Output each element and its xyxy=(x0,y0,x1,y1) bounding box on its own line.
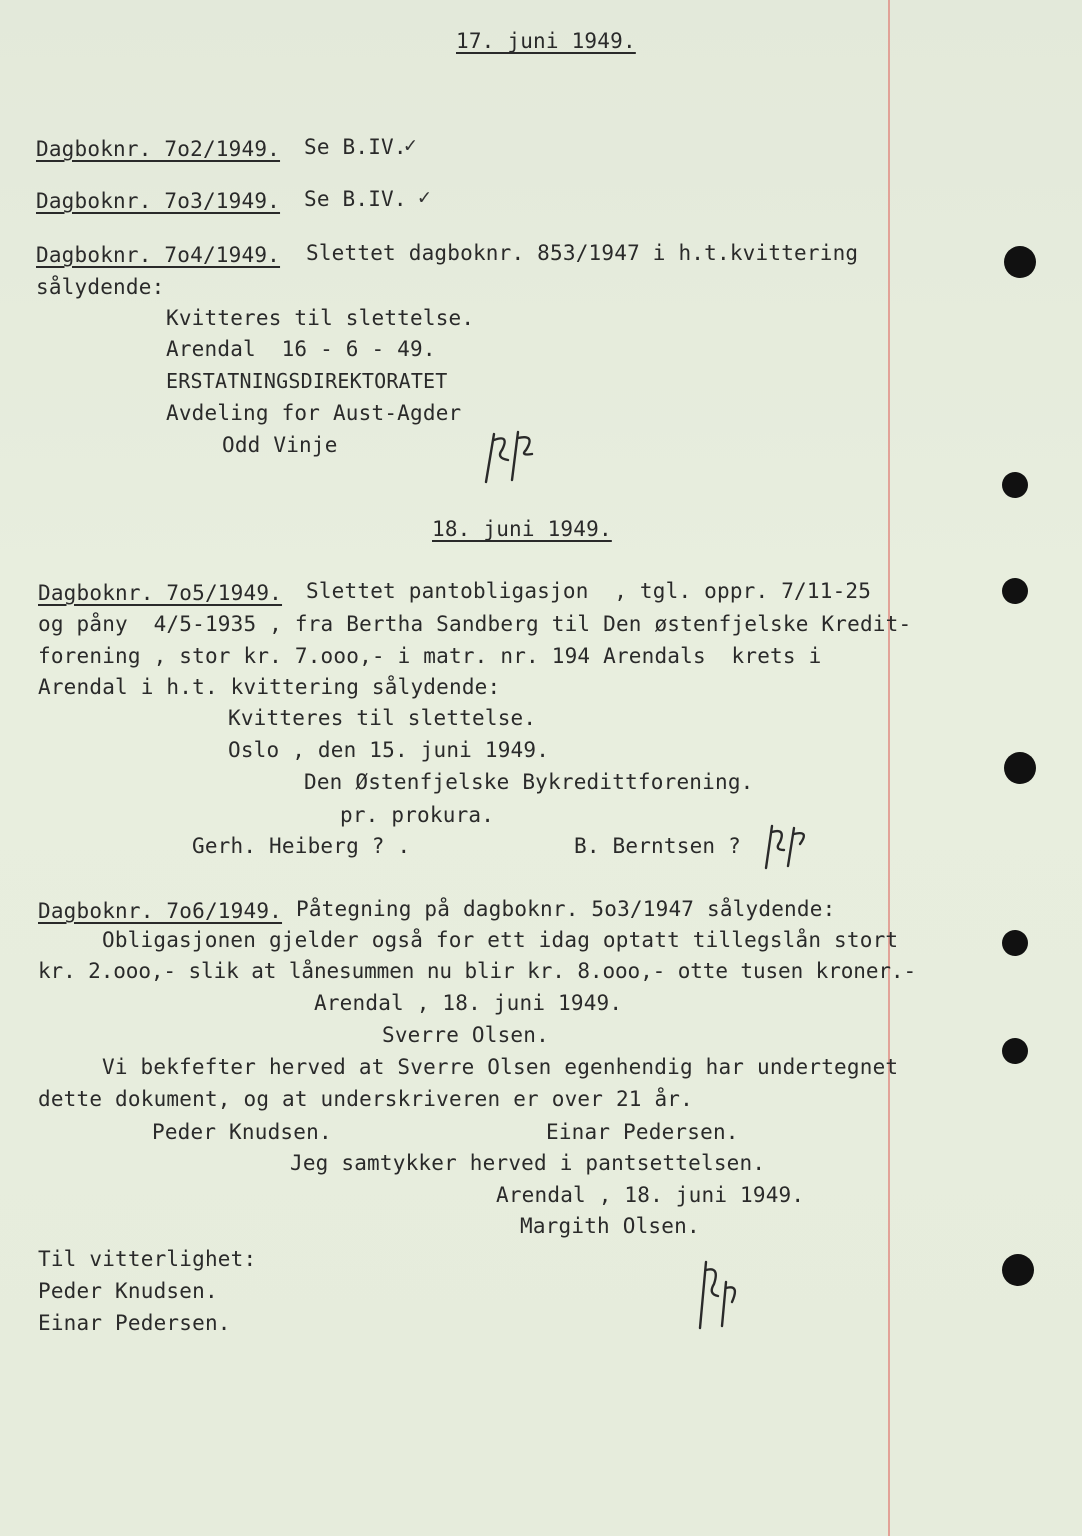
margin-line xyxy=(888,0,890,1536)
receipt-line: Den Østenfjelske Bykredittforening. xyxy=(304,770,754,794)
receipt-line: Avdeling for Aust-Agder xyxy=(166,401,462,425)
entry-ref: Dagboknr. 7o2/1949. xyxy=(36,137,281,161)
entry-text: Slettet dagboknr. 853/1947 i h.t.kvittering xyxy=(306,241,859,265)
signatory-left: Gerh. Heiberg ? . xyxy=(192,834,411,858)
punch-hole xyxy=(1002,1038,1028,1064)
footer-line: Einar Pedersen. xyxy=(38,1311,231,1335)
footer-line: Til vitterlighet: xyxy=(38,1247,257,1271)
initials-signature xyxy=(476,420,546,490)
section-date: 18. juni 1949. xyxy=(432,517,612,541)
receipt-line: Kvitteres til slettelse. xyxy=(228,706,537,730)
punch-hole xyxy=(1004,752,1036,784)
entry-text: dette dokument, og at underskriveren er over 21 år. xyxy=(38,1087,693,1111)
initials-signature xyxy=(686,1252,746,1332)
receipt-line: Odd Vinje xyxy=(222,433,338,457)
entry-ref: Dagboknr. 7o3/1949. xyxy=(36,189,281,213)
check-mark: ✓ xyxy=(418,185,431,209)
entry-text: Se B.IV. xyxy=(304,135,407,159)
witness-left: Peder Knudsen. xyxy=(152,1120,332,1144)
entry-text: Vi bekfefter herved at Sverre Olsen egenhendig har undertegnet xyxy=(102,1055,899,1079)
entry-ref: Dagboknr. 7o6/1949. xyxy=(38,899,283,923)
receipt-line: Oslo , den 15. juni 1949. xyxy=(228,738,550,762)
footer-line: Peder Knudsen. xyxy=(38,1279,218,1303)
entry-text: Se B.IV. xyxy=(304,187,407,211)
entry-text: Obligasjonen gjelder også for ett idag optatt tillegslån stort xyxy=(102,928,899,952)
consent-name: Margith Olsen. xyxy=(520,1214,700,1238)
punch-hole xyxy=(1002,472,1028,498)
entry-text: og påny 4/5-1935 , fra Bertha Sandberg til Den østenfjelske Kredit- xyxy=(38,612,912,636)
entry-text: sålydende: xyxy=(36,275,165,299)
initials-signature xyxy=(756,818,816,874)
entry-text: Sverre Olsen. xyxy=(382,1023,549,1047)
entry-text: Arendal i h.t. kvittering sålydende: xyxy=(38,675,501,699)
entry-text: kr. 2.ooo,- slik at lånesummen nu blir kr. 8.ooo,- otte tusen kroner.- xyxy=(38,959,917,983)
entry-text: Arendal , 18. juni 1949. xyxy=(314,991,623,1015)
receipt-line: Kvitteres til slettelse. xyxy=(166,306,475,330)
receipt-line: Arendal 16 - 6 - 49. xyxy=(166,337,436,361)
witness-right: Einar Pedersen. xyxy=(546,1120,739,1144)
consent-line: Jeg samtykker herved i pantsettelsen. xyxy=(290,1151,766,1175)
punch-hole xyxy=(1004,246,1036,278)
entry-text: forening , stor kr. 7.ooo,- i matr. nr. 194 Arendals krets i xyxy=(38,644,822,668)
receipt-line: ERSTATNINGSDIREKTORATET xyxy=(166,369,448,393)
entry-ref: Dagboknr. 7o4/1949. xyxy=(36,243,281,267)
punch-hole xyxy=(1002,1254,1034,1286)
entry-ref: Dagboknr. 7o5/1949. xyxy=(38,581,283,605)
entry-text: Slettet pantobligasjon , tgl. oppr. 7/11-25 xyxy=(306,579,872,603)
entry-text: Påtegning på dagboknr. 5o3/1947 sålydende: xyxy=(296,897,836,921)
receipt-line: pr. prokura. xyxy=(340,803,495,827)
signatory-right: B. Berntsen ? xyxy=(574,834,741,858)
page-date: 17. juni 1949. xyxy=(456,29,636,53)
consent-date: Arendal , 18. juni 1949. xyxy=(496,1183,805,1207)
punch-hole xyxy=(1002,578,1028,604)
punch-hole xyxy=(1002,930,1028,956)
check-mark: ✓ xyxy=(404,133,417,157)
